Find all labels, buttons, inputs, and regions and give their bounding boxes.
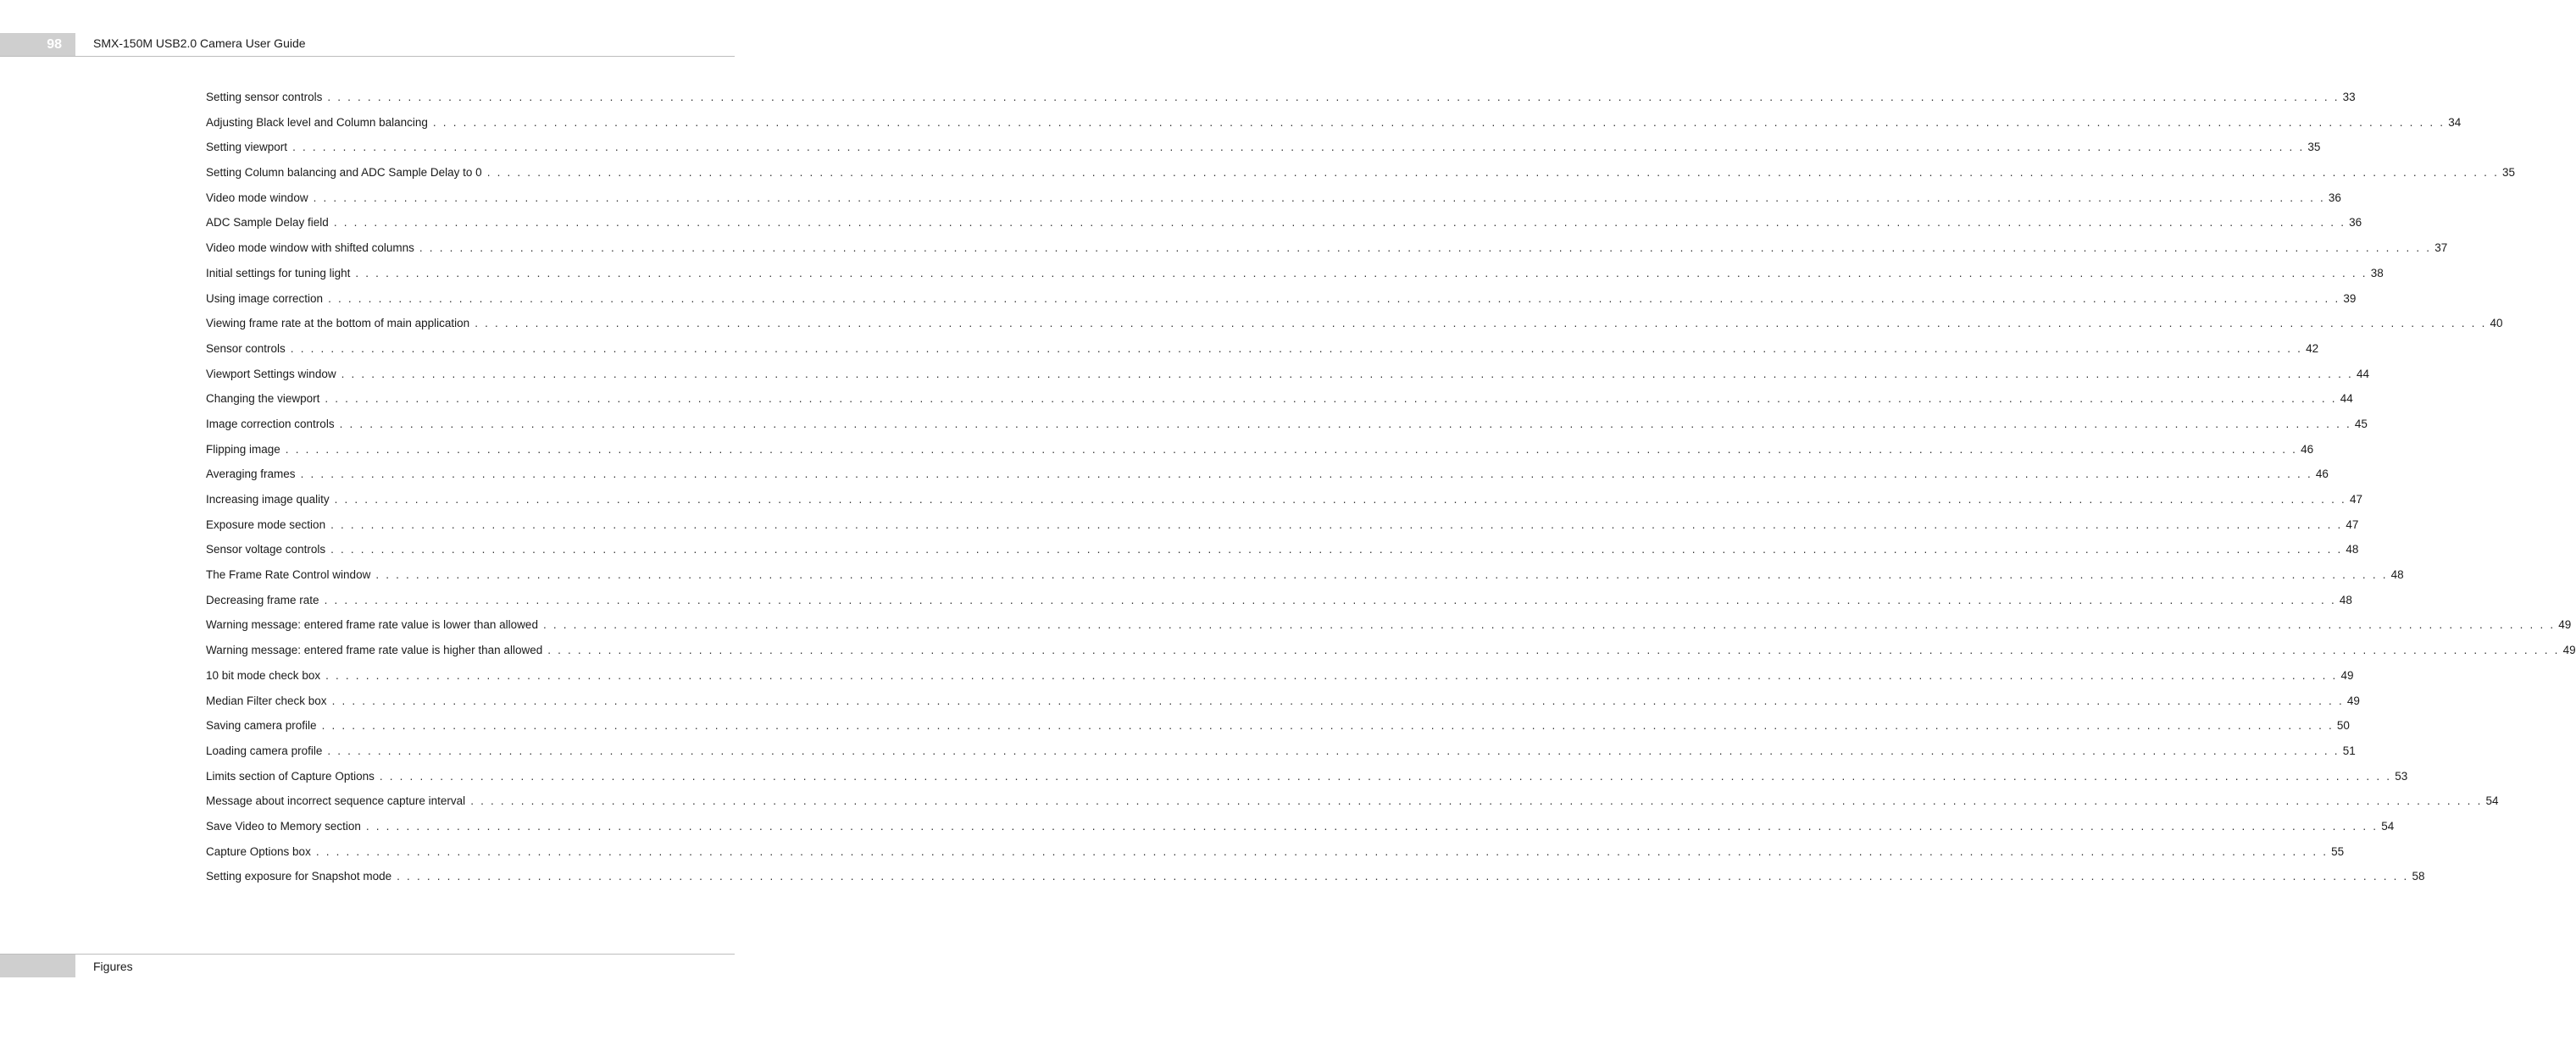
toc-entry[interactable] (206, 814, 2395, 839)
toc-entry-page: 39 (2343, 291, 2357, 305)
toc-entry-label: Setting exposure for Snapshot mode (206, 870, 392, 883)
toc-entry-page: 35 (2502, 166, 2516, 180)
toc-entry-label: Setting viewport (206, 141, 288, 154)
dot-leader: . . . . . . . . . . . . . . . . . . . . . . . . . . . . . . . . . . . . . . . . . . . . . . . . . . . . . . . . . . . . . . . . . . . . . . . . . . . . . . . . . . . . . . . . . . . . . . . . . . . . . . . . . . . . . . . . . . . . . . . . . . . . . . . . . . . . . . . . . . . . . . . . . . . . . . . . . . . . . . . . . . . . . . . . . . . . . . . . . . . . . . . . . . . . . . . . . . . . . . . . (325, 392, 2337, 406)
toc-entry-page: 42 (2306, 341, 2319, 355)
toc-entry-label: Initial settings for tuning light (206, 266, 351, 279)
toc-entry-page: 46 (2301, 442, 2314, 456)
toc-entry-label: Adjusting Black level and Column balancing (206, 115, 428, 129)
toc-entry-page: 40 (2490, 317, 2503, 330)
dot-leader: . . . . . . . . . . . . . . . . . . . . . . . . . . . . . . . . . . . . . . . . . . . . . . . . . . . . . . . . . . . . . . . . . . . . . . . . . . . . . . . . . . . . . . . . . . . . . . . . . . . . . . . . . . . . . . . . . . . . . . . . . . . . . . . . . . . . . . . . . . . . . . . . . . . . . . . . . . . . . . . . . . . . . . . . . . . . . . . . . . . . . . . . . . . . . . . . . . . . . . . . (315, 844, 2329, 858)
toc-entry-page: 36 (2349, 216, 2362, 230)
dot-leader: . . . . . . . . . . . . . . . . . . . . . . . . . . . . . . . . . . . . . . . . . . . . . . . . . . . . . . . . . . . . . . . . . . . . . . . . . . . . . . . . . . . . . . . . . . . . . . . . . . . . . . . . . . . . . . . . . . . . . . . . . . . . . . . . . . . . . . . . . . . . . . . . . . . . . . . . . . . . . . . . . . . . . . . . . . . . . . . . . . . . . . . . . . . . . . . . . . . . . . . . (486, 166, 2500, 180)
dot-leader: . . . . . . . . . . . . . . . . . . . . . . . . . . . . . . . . . . . . . . . . . . . . . . . . . . . . . . . . . . . . . . . . . . . . . . . . . . . . . . . . . . . . . . . . . . . . . . . . . . . . . . . . . . . . . . . . . . . . . . . . . . . . . . . . . . . . . . . . . . . . . . . . . . . . . . . . . . . . . . . . . . . . . . . . . . . . . . . . . . . . . . . . . . . . . . . . . . . . . . . . (324, 593, 2336, 606)
dot-leader: . . . . . . . . . . . . . . . . . . . . . . . . . . . . . . . . . . . . . . . . . . . . . . . . . . . . . . . . . . . . . . . . . . . . . . . . . . . . . . . . . . . . . . . . . . . . . . . . . . . . . . . . . . . . . . . . . . . . . . . . . . . . . . . . . . . . . . . . . . . . . . . . . . . . . . . . . . . . . . . . . . . . . . . . . . . . . . . . . . . . . . . . . . . . . . . . . . . . . . . . (300, 468, 2312, 481)
toc-entry[interactable] (206, 839, 2345, 865)
toc-entry-page: 45 (2354, 417, 2368, 430)
toc-entry[interactable] (206, 588, 2352, 613)
toc-entry-label: Limits section of Capture Options (206, 769, 375, 783)
toc-entry[interactable] (206, 185, 2341, 211)
toc-entry[interactable] (206, 864, 2425, 889)
toc-entry-label: Setting sensor controls (206, 91, 323, 103)
page-footer (0, 954, 735, 977)
toc-entry-page: 47 (2346, 517, 2359, 531)
toc-entry[interactable] (206, 235, 2448, 261)
toc-entry[interactable] (206, 160, 2516, 185)
toc-entry-label: Sensor controls (206, 341, 286, 355)
toc-entry-page: 38 (2370, 266, 2384, 279)
toc-entry-page: 44 (2356, 367, 2369, 380)
toc-entry-label: Video mode window (206, 191, 308, 204)
dot-leader: . . . . . . . . . . . . . . . . . . . . . . . . . . . . . . . . . . . . . . . . . . . . . . . . . . . . . . . . . . . . . . . . . . . . . . . . . . . . . . . . . . . . . . . . . . . . . . . . . . . . . . . . . . . . . . . . . . . . . . . . . . . . . . . . . . . . . . . . . . . . . . . . . . . . . . . . . . . . . . . . . . . . . . . . . . . . . . . . . . . . . . . . . . . . . . . . . . . . . . . . (325, 668, 2338, 682)
toc-entry[interactable] (206, 713, 2350, 739)
toc-entry-page: 53 (2395, 769, 2408, 783)
dot-leader: . . . . . . . . . . . . . . . . . . . . . . . . . . . . . . . . . . . . . . . . . . . . . . . . . . . . . . . . . . . . . . . . . . . . . . . . . . . . . . . . . . . . . . . . . . . . . . . . . . . . . . . . . . . . . . . . . . . . . . . . . . . . . . . . . . . . . . . . . . . . . . . . . . . . . . . . . . . . . . . . . . . . . . . . . . . . . . . . . . . . . . . . . . . . . . . . . . . . . . . . (328, 291, 2340, 305)
toc-entry[interactable] (206, 739, 2356, 764)
dot-leader: . . . . . . . . . . . . . . . . . . . . . . . . . . . . . . . . . . . . . . . . . . . . . . . . . . . . . . . . . . . . . . . . . . . . . . . . . . . . . . . . . . . . . . . . . . . . . . . . . . . . . . . . . . . . . . . . . . . . . . . . . . . . . . . . . . . . . . . . . . . . . . . . . . . . . . . . . . . . . . . . . . . . . . . . . . . . . . . . . . . . . . . . . . . . . . . . . . . . . . . . (542, 618, 2556, 632)
dot-leader: . . . . . . . . . . . . . . . . . . . . . . . . . . . . . . . . . . . . . . . . . . . . . . . . . . . . . . . . . . . . . . . . . . . . . . . . . . . . . . . . . . . . . . . . . . . . . . . . . . . . . . . . . . . . . . . . . . . . . . . . . . . . . . . . . . . . . . . . . . . . . . . . . . . . . . . . . . . . . . . . . . . . . . . . . . . . . . . . . . . . . . . . . . . . . . . . . . . . . . . . (285, 442, 2298, 456)
toc-entry-page: 49 (2562, 644, 2576, 657)
toc-entry[interactable] (206, 85, 2356, 110)
table-of-figures (206, 85, 2576, 889)
footer-section-label: Figures (93, 960, 133, 973)
toc-entry[interactable] (206, 437, 2314, 462)
toc-entry-label: Increasing image quality (206, 493, 330, 506)
toc-entry-page: 36 (2328, 191, 2341, 204)
toc-entry[interactable] (206, 764, 2408, 789)
toc-entry[interactable] (206, 110, 2462, 136)
dot-leader: . . . . . . . . . . . . . . . . . . . . . . . . . . . . . . . . . . . . . . . . . . . . . . . . . . . . . . . . . . . . . . . . . . . . . . . . . . . . . . . . . . . . . . . . . . . . . . . . . . . . . . . . . . . . . . . . . . . . . . . . . . . . . . . . . . . . . . . . . . . . . . . . . . . . . . . . . . . . . . . . . . . . . . . . . . . . . . . . . . . . . . . . . . . . . . . . . . . . . . . . (330, 517, 2343, 531)
toc-entry[interactable] (206, 311, 2503, 336)
toc-entry-label: Decreasing frame rate (206, 593, 319, 606)
dot-leader: . . . . . . . . . . . . . . . . . . . . . . . . . . . . . . . . . . . . . . . . . . . . . . . . . . . . . . . . . . . . . . . . . . . . . . . . . . . . . . . . . . . . . . . . . . . . . . . . . . . . . . . . . . . . . . . . . . . . . . . . . . . . . . . . . . . . . . . . . . . . . . . . . . . . . . . . . . . . . . . . . . . . . . . . . . . . . . . . . . . . . . . . . . . . . . . . . . . . . . . . (365, 819, 2379, 833)
dot-leader: . . . . . . . . . . . . . . . . . . . . . . . . . . . . . . . . . . . . . . . . . . . . . . . . . . . . . . . . . . . . . . . . . . . . . . . . . . . . . . . . . . . . . . . . . . . . . . . . . . . . . . . . . . . . . . . . . . . . . . . . . . . . . . . . . . . . . . . . . . . . . . . . . . . . . . . . . . . . . . . . . . . . . . . . . . . . . . . . . . . . . . . . . . . . . . . . . . . . . . . . (334, 493, 2346, 506)
toc-entry-page: 49 (2340, 668, 2354, 682)
toc-entry-page: 44 (2340, 392, 2353, 406)
toc-entry-label: Warning message: entered frame rate value is higher than allowed (206, 644, 543, 657)
toc-entry-page: 54 (2381, 819, 2395, 833)
dot-leader: . . . . . . . . . . . . . . . . . . . . . . . . . . . . . . . . . . . . . . . . . . . . . . . . . . . . . . . . . . . . . . . . . . . . . . . . . . . . . . . . . . . . . . . . . . . . . . . . . . . . . . . . . . . . . . . . . . . . . . . . . . . . . . . . . . . . . . . . . . . . . . . . . . . . . . . . . . . . . . . . . . . . . . . . . . . . . . . . . . . . . . . . . . . . . . . . . . . . . . . . (339, 417, 2351, 430)
toc-entry-label: Video mode window with shifted columns (206, 241, 414, 255)
toc-entry[interactable] (206, 663, 2354, 689)
dot-leader: . . . . . . . . . . . . . . . . . . . . . . . . . . . . . . . . . . . . . . . . . . . . . . . . . . . . . . . . . . . . . . . . . . . . . . . . . . . . . . . . . . . . . . . . . . . . . . . . . . . . . . . . . . . . . . . . . . . . . . . . . . . . . . . . . . . . . . . . . . . . . . . . . . . . . . . . . . . . . . . . . . . . . . . . . . . . . . . . . . . . . . . . . . . . . . . . . . . . . . . . (547, 644, 2560, 657)
toc-entry-label: Message about incorrect sequence capture interval (206, 794, 466, 808)
dot-leader: . . . . . . . . . . . . . . . . . . . . . . . . . . . . . . . . . . . . . . . . . . . . . . . . . . . . . . . . . . . . . . . . . . . . . . . . . . . . . . . . . . . . . . . . . . . . . . . . . . . . . . . . . . . . . . . . . . . . . . . . . . . . . . . . . . . . . . . . . . . . . . . . . . . . . . . . . . . . . . . . . . . . . . . . . . . . . . . . . . . . . . . . . . . . . . . . . . . . . . . . (375, 568, 2388, 582)
dot-leader: . . . . . . . . . . . . . . . . . . . . . . . . . . . . . . . . . . . . . . . . . . . . . . . . . . . . . . . . . . . . . . . . . . . . . . . . . . . . . . . . . . . . . . . . . . . . . . . . . . . . . . . . . . . . . . . . . . . . . . . . . . . . . . . . . . . . . . . . . . . . . . . . . . . . . . . . . . . . . . . . . . . . . . . . . . . . . . . . . . . . . . . . . . . . . . . . . . . . . . . . (313, 191, 2325, 204)
toc-entry-page: 33 (2342, 91, 2356, 103)
toc-entry-page: 48 (2339, 593, 2352, 606)
toc-entry-label: Sensor voltage controls (206, 543, 326, 556)
toc-entry-label: Warning message: entered frame rate value is lower than allowed (206, 618, 538, 632)
toc-entry-page: 46 (2315, 468, 2329, 481)
toc-entry[interactable] (206, 487, 2362, 512)
dot-leader: . . . . . . . . . . . . . . . . . . . . . . . . . . . . . . . . . . . . . . . . . . . . . . . . . . . . . . . . . . . . . . . . . . . . . . . . . . . . . . . . . . . . . . . . . . . . . . . . . . . . . . . . . . . . . . . . . . . . . . . . . . . . . . . . . . . . . . . . . . . . . . . . . . . . . . . . . . . . . . . . . . . . . . . . . . . . . . . . . . . . . . . . . . . . . . . . . . . . . . . . (327, 91, 2340, 103)
toc-entry[interactable] (206, 336, 2319, 362)
toc-entry-label: Using image correction (206, 291, 324, 305)
toc-entry[interactable] (206, 286, 2357, 312)
toc-entry[interactable] (206, 362, 2369, 387)
toc-entry-label: 10 bit mode check box (206, 668, 321, 682)
toc-entry-page: 51 (2342, 744, 2356, 757)
toc-entry[interactable] (206, 135, 2321, 160)
dot-leader: . . . . . . . . . . . . . . . . . . . . . . . . . . . . . . . . . . . . . . . . . . . . . . . . . . . . . . . . . . . . . . . . . . . . . . . . . . . . . . . . . . . . . . . . . . . . . . . . . . . . . . . . . . . . . . . . . . . . . . . . . . . . . . . . . . . . . . . . . . . . . . . . . . . . . . . . . . . . . . . . . . . . . . . . . . . . . . . . . . . . . . . . . . . . . . . . . . . . . . . . (327, 744, 2340, 757)
toc-entry[interactable] (206, 612, 2572, 638)
dot-leader: . . . . . . . . . . . . . . . . . . . . . . . . . . . . . . . . . . . . . . . . . . . . . . . . . . . . . . . . . . . . . . . . . . . . . . . . . . . . . . . . . . . . . . . . . . . . . . . . . . . . . . . . . . . . . . . . . . . . . . . . . . . . . . . . . . . . . . . . . . . . . . . . . . . . . . . . . . . . . . . . . . . . . . . . . . . . . . . . . . . . . . . . . . . . . . . . . . . . . . . . (292, 141, 2305, 154)
toc-entry-label: Exposure mode section (206, 517, 326, 531)
toc-entry-page: 37 (2434, 241, 2448, 255)
dot-leader: . . . . . . . . . . . . . . . . . . . . . . . . . . . . . . . . . . . . . . . . . . . . . . . . . . . . . . . . . . . . . . . . . . . . . . . . . . . . . . . . . . . . . . . . . . . . . . . . . . . . . . . . . . . . . . . . . . . . . . . . . . . . . . . . . . . . . . . . . . . . . . . . . . . . . . . . . . . . . . . . . . . . . . . . . . . . . . . . . . . . . . . . . . . . . . . . . . . . . . . . (470, 794, 2483, 808)
toc-entry-label: Flipping image (206, 442, 280, 456)
toc-entry-page: 55 (2331, 844, 2345, 858)
dot-leader: . . . . . . . . . . . . . . . . . . . . . . . . . . . . . . . . . . . . . . . . . . . . . . . . . . . . . . . . . . . . . . . . . . . . . . . . . . . . . . . . . . . . . . . . . . . . . . . . . . . . . . . . . . . . . . . . . . . . . . . . . . . . . . . . . . . . . . . . . . . . . . . . . . . . . . . . . . . . . . . . . . . . . . . . . . . . . . . . . . . . . . . . . . . . . . . . . . . . . . . . (432, 115, 2446, 129)
toc-entry-label: The Frame Rate Control window (206, 568, 371, 582)
toc-entry[interactable] (206, 386, 2353, 412)
toc-entry-page: 48 (2390, 568, 2404, 582)
dot-leader: . . . . . . . . . . . . . . . . . . . . . . . . . . . . . . . . . . . . . . . . . . . . . . . . . . . . . . . . . . . . . . . . . . . . . . . . . . . . . . . . . . . . . . . . . . . . . . . . . . . . . . . . . . . . . . . . . . . . . . . . . . . . . . . . . . . . . . . . . . . . . . . . . . . . . . . . . . . . . . . . . . . . . . . . . . . . . . . . . . . . . . . . . . . . . . . . . . . . . . . . (419, 241, 2432, 255)
dot-leader: . . . . . . . . . . . . . . . . . . . . . . . . . . . . . . . . . . . . . . . . . . . . . . . . . . . . . . . . . . . . . . . . . . . . . . . . . . . . . . . . . . . . . . . . . . . . . . . . . . . . . . . . . . . . . . . . . . . . . . . . . . . . . . . . . . . . . . . . . . . . . . . . . . . . . . . . . . . . . . . . . . . . . . . . . . . . . . . . . . . . . . . . . . . . . . . . . . . . . . . . (341, 367, 2353, 380)
toc-entry-page: 50 (2336, 719, 2350, 733)
dot-leader: . . . . . . . . . . . . . . . . . . . . . . . . . . . . . . . . . . . . . . . . . . . . . . . . . . . . . . . . . . . . . . . . . . . . . . . . . . . . . . . . . . . . . . . . . . . . . . . . . . . . . . . . . . . . . . . . . . . . . . . . . . . . . . . . . . . . . . . . . . . . . . . . . . . . . . . . . . . . . . . . . . . . . . . . . . . . . . . . . . . . . . . . . . . . . . . . . . . . . . . . (331, 694, 2344, 707)
dot-leader: . . . . . . . . . . . . . . . . . . . . . . . . . . . . . . . . . . . . . . . . . . . . . . . . . . . . . . . . . . . . . . . . . . . . . . . . . . . . . . . . . . . . . . . . . . . . . . . . . . . . . . . . . . . . . . . . . . . . . . . . . . . . . . . . . . . . . . . . . . . . . . . . . . . . . . . . . . . . . . . . . . . . . . . . . . . . . . . . . . . . . . . . . . . . . . . . . . . . . . . . (355, 266, 2368, 279)
dot-leader: . . . . . . . . . . . . . . . . . . . . . . . . . . . . . . . . . . . . . . . . . . . . . . . . . . . . . . . . . . . . . . . . . . . . . . . . . . . . . . . . . . . . . . . . . . . . . . . . . . . . . . . . . . . . . . . . . . . . . . . . . . . . . . . . . . . . . . . . . . . . . . . . . . . . . . . . . . . . . . . . . . . . . . . . . . . . . . . . . . . . . . . . . . . . . . . . . . . . . . . . (330, 543, 2343, 556)
dot-leader: . . . . . . . . . . . . . . . . . . . . . . . . . . . . . . . . . . . . . . . . . . . . . . . . . . . . . . . . . . . . . . . . . . . . . . . . . . . . . . . . . . . . . . . . . . . . . . . . . . . . . . . . . . . . . . . . . . . . . . . . . . . . . . . . . . . . . . . . . . . . . . . . . . . . . . . . . . . . . . . . . . . . . . . . . . . . . . . . . . . . . . . . . . . . . . . . . . . . . . . . (321, 719, 2334, 733)
page-number: 98 (0, 33, 75, 56)
toc-entry-label: Averaging frames (206, 468, 296, 481)
dot-leader: . . . . . . . . . . . . . . . . . . . . . . . . . . . . . . . . . . . . . . . . . . . . . . . . . . . . . . . . . . . . . . . . . . . . . . . . . . . . . . . . . . . . . . . . . . . . . . . . . . . . . . . . . . . . . . . . . . . . . . . . . . . . . . . . . . . . . . . . . . . . . . . . . . . . . . . . . . . . . . . . . . . . . . . . . . . . . . . . . . . . . . . . . . . . . . . . . . . . . . . . (475, 317, 2487, 330)
toc-entry-page: 34 (2448, 115, 2462, 129)
page-header (0, 33, 735, 57)
toc-entry-label: Changing the viewport (206, 392, 320, 406)
toc-entry[interactable] (206, 210, 2362, 235)
dot-leader: . . . . . . . . . . . . . . . . . . . . . . . . . . . . . . . . . . . . . . . . . . . . . . . . . . . . . . . . . . . . . . . . . . . . . . . . . . . . . . . . . . . . . . . . . . . . . . . . . . . . . . . . . . . . . . . . . . . . . . . . . . . . . . . . . . . . . . . . . . . . . . . . . . . . . . . . . . . . . . . . . . . . . . . . . . . . . . . . . . . . . . . . . . . . . . . . . . . . . . . . (379, 769, 2392, 783)
footer-tab (0, 955, 75, 977)
toc-entry-label: Saving camera profile (206, 719, 317, 733)
dot-leader: . . . . . . . . . . . . . . . . . . . . . . . . . . . . . . . . . . . . . . . . . . . . . . . . . . . . . . . . . . . . . . . . . . . . . . . . . . . . . . . . . . . . . . . . . . . . . . . . . . . . . . . . . . . . . . . . . . . . . . . . . . . . . . . . . . . . . . . . . . . . . . . . . . . . . . . . . . . . . . . . . . . . . . . . . . . . . . . . . . . . . . . . . . . . . . . . . . . . . . . . (397, 870, 2409, 883)
toc-entry[interactable] (206, 412, 2368, 437)
toc-entry-page: 54 (2485, 794, 2499, 808)
toc-entry[interactable] (206, 537, 2359, 562)
toc-entry-page: 49 (2558, 618, 2572, 632)
dot-leader: . . . . . . . . . . . . . . . . . . . . . . . . . . . . . . . . . . . . . . . . . . . . . . . . . . . . . . . . . . . . . . . . . . . . . . . . . . . . . . . . . . . . . . . . . . . . . . . . . . . . . . . . . . . . . . . . . . . . . . . . . . . . . . . . . . . . . . . . . . . . . . . . . . . . . . . . . . . . . . . . . . . . . . . . . . . . . . . . . . . . . . . . . . . . . . . . . . . . . . . . (333, 216, 2346, 230)
toc-entry-label: Viewport Settings window (206, 367, 336, 380)
toc-entry-page: 35 (2307, 141, 2321, 154)
toc-entry-label: Capture Options box (206, 844, 311, 858)
toc-entry[interactable] (206, 462, 2329, 487)
toc-entry[interactable] (206, 789, 2499, 814)
toc-entry-page: 58 (2412, 870, 2425, 883)
toc-entry[interactable] (206, 261, 2384, 286)
dot-leader: . . . . . . . . . . . . . . . . . . . . . . . . . . . . . . . . . . . . . . . . . . . . . . . . . . . . . . . . . . . . . . . . . . . . . . . . . . . . . . . . . . . . . . . . . . . . . . . . . . . . . . . . . . . . . . . . . . . . . . . . . . . . . . . . . . . . . . . . . . . . . . . . . . . . . . . . . . . . . . . . . . . . . . . . . . . . . . . . . . . . . . . . . . . . . . . . . . . . . . . . (290, 341, 2303, 355)
toc-entry-label: Median Filter check box (206, 694, 327, 707)
toc-entry-label: Loading camera profile (206, 744, 323, 757)
toc-entry[interactable] (206, 638, 2576, 663)
toc-entry-label: Image correction controls (206, 417, 335, 430)
toc-entry-label: Viewing frame rate at the bottom of main application (206, 317, 470, 330)
toc-entry[interactable] (206, 512, 2359, 538)
toc-entry-page: 49 (2346, 694, 2360, 707)
toc-entry[interactable] (206, 689, 2360, 714)
toc-entry-label: Setting Column balancing and ADC Sample Delay to 0 (206, 166, 482, 180)
toc-entry-page: 48 (2346, 543, 2359, 556)
toc-entry[interactable] (206, 562, 2404, 588)
toc-entry-label: ADC Sample Delay field (206, 216, 329, 230)
toc-entry-page: 47 (2349, 493, 2362, 506)
toc-entry-label: Save Video to Memory section (206, 819, 361, 833)
document-title: SMX-150M USB2.0 Camera User Guide (93, 36, 306, 50)
